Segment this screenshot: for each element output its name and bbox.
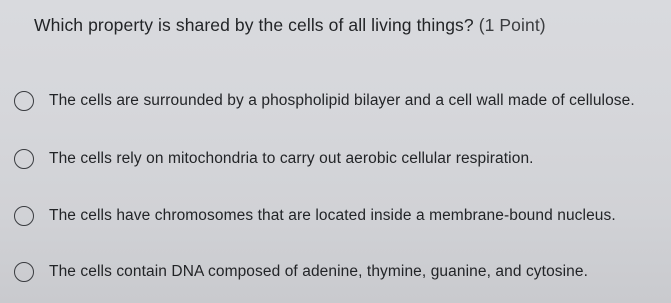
question-text: Which property is shared by the cells of all living things? (34, 15, 474, 35)
radio-button-icon[interactable] (14, 262, 34, 282)
question-title (34, 12, 546, 38)
answer-option-2[interactable] (14, 146, 534, 172)
answer-option-3[interactable] (14, 203, 616, 229)
answer-option-label: The cells rely on mitochondria to carry out aerobic cellular respiration. (49, 150, 534, 167)
answer-option-label: The cells have chromosomes that are located inside a membrane-bound nucleus. (49, 207, 616, 224)
answer-option-label: The cells contain DNA composed of adenine, thymine, guanine, and cytosine. (49, 263, 589, 280)
radio-button-icon[interactable] (14, 149, 34, 169)
radio-button-icon[interactable] (14, 206, 34, 226)
answer-option-1[interactable] (14, 88, 635, 114)
radio-button-icon[interactable] (14, 91, 34, 111)
answer-option-label: The cells are surrounded by a phospholipid bilayer and a cell wall made of cellulose. (49, 92, 635, 109)
question-points: (1 Point) (478, 15, 546, 35)
answer-option-4[interactable] (14, 259, 588, 285)
